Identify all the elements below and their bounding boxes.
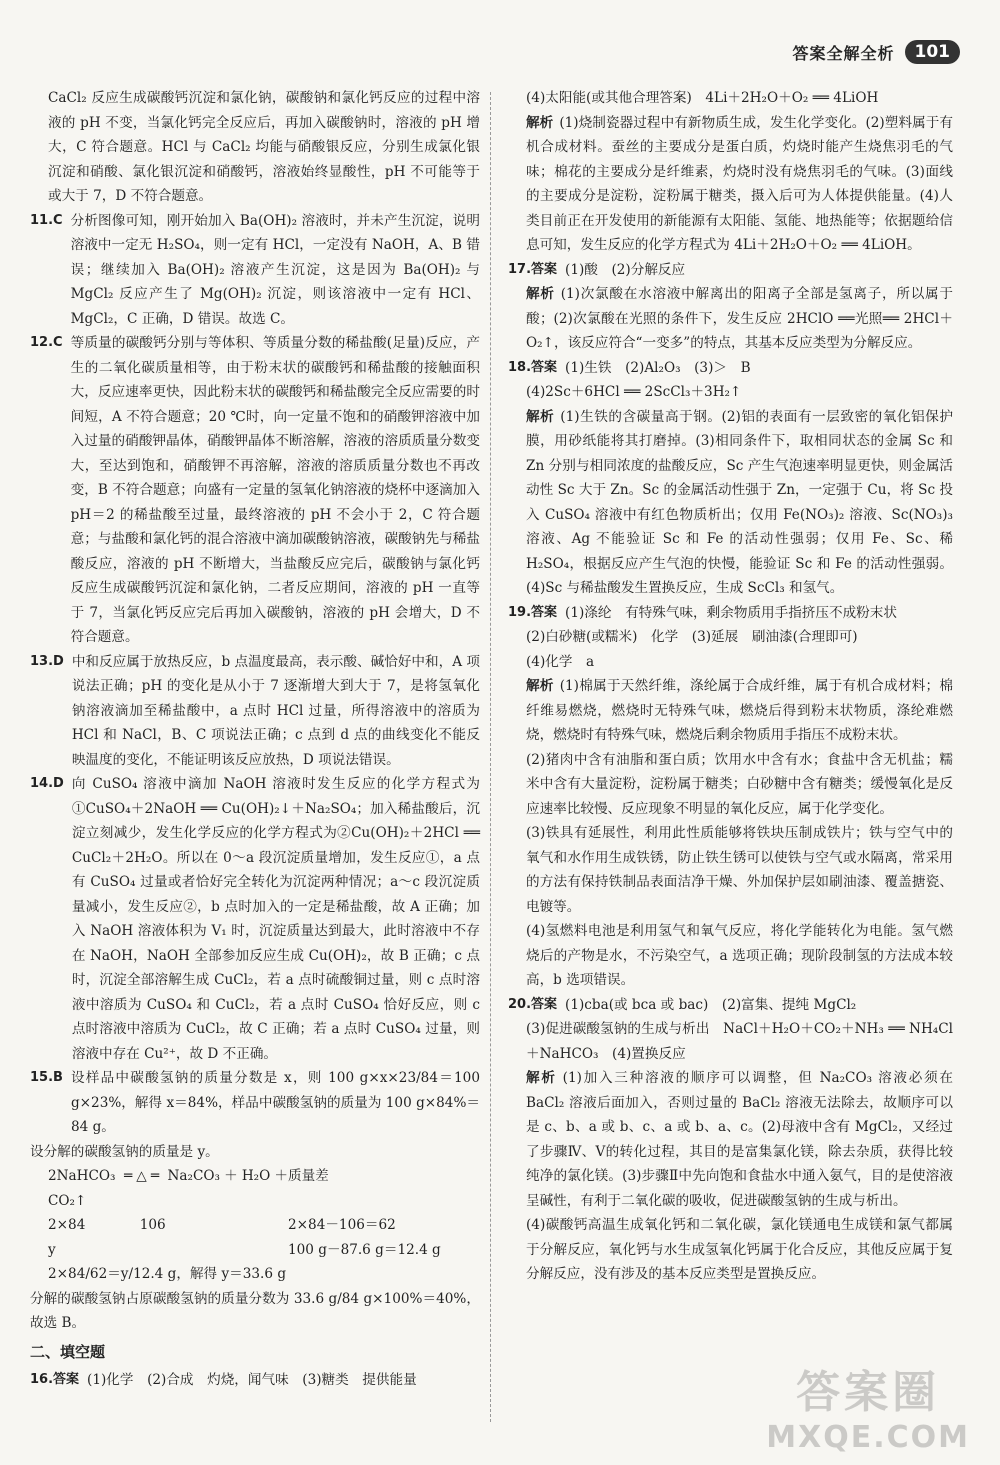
paragraph: (4)太阳能(或其他合理答案) 4Li＋2H₂O＋O₂ ══ 4LiOH — [526, 90, 879, 106]
explanation — [508, 1066, 953, 1213]
paragraph: (4)2Sc＋6HCl ══ 2ScCl₃＋3H₂↑ — [526, 384, 742, 400]
explanation-text: (1)加入三种溶液的顺序可以调整，但 Na₂CO₃ 溶液必须在 BaCl₂ 溶液后面加入，否则过量的 BaCl₂ 溶液无法除去，故顺序可以是 c、b、a 或 b、c、a 或 b、a、c。(2)母液中含有 MgCl₂，又经过了步骤Ⅳ、Ⅴ的转化过程，其目的是富集氯化镁，除去杂质，获得比较纯净的氯化镁。(3)步骤Ⅱ中先向饱和食盐水中通入氨气，目的是使溶液呈碱性，有利于二氧化碳的吸收，促进碳酸氢钠的生成与析出。 — [526, 1070, 953, 1209]
answer-text: (1)化学 (2)合成 灼烧，闻气味 (3)糖类 提供能量 — [87, 1372, 417, 1388]
explanation — [508, 111, 953, 258]
page-number: 101 — [905, 40, 961, 64]
explanation — [508, 405, 953, 601]
right-column — [508, 86, 953, 1287]
answer-text: 设样品中碳酸氢钠的质量分数是 x，则 100 g×x×23/84＝100 g×23%，解得 x＝84%，样品中碳酸氢钠的质量为 100 g×84%＝84 g。 — [70, 1070, 480, 1135]
calc-diff: 2×84－106＝62 — [288, 1217, 396, 1233]
answer-text: 分析图像可知，刚开始加入 Ba(OH)₂ 溶液时，并未产生沉淀，说明溶液中一定无 H₂SO₄，则一定有 HCl，一定没有 NaOH，A、B 错误；继续加入 Ba(OH)₂ 溶液产生沉淀，这是因为 Ba(OH)₂ 与 MgCl₂ 反应产生了 Mg(OH)₂ 沉淀，则该溶液中一定有 HCl、MgCl₂，C 正确，D 错误。故选 C。 — [70, 212, 480, 327]
explanation-label: 解析 — [526, 678, 554, 694]
watermark — [766, 1356, 970, 1455]
answer-number: 14.D — [30, 776, 64, 791]
answer-17 — [508, 258, 953, 283]
answer-16 — [30, 1368, 480, 1393]
paragraph: (4)碳酸钙高温生成氧化钙和二氧化碳，氯化镁通电生成镁和氯气都属于分解反应，氧化钙与水生成氢氧化钙属于化合反应，其他反应属于复分解反应，没有涉及的基本反应类型是置换反应。 — [526, 1217, 953, 1282]
calc-mass: 2×84 106 — [48, 1217, 166, 1233]
paragraph: (4)化学 a — [526, 653, 595, 670]
answer-text: 中和反应属于放热反应，b 点温度最高，表示酸、碱恰好中和，A 项说法正确；pH 的变化是从小于 7 逐渐增大到大于 7，是将氢氧化钠溶液滴加至稀盐酸中，a 点时 HCl 过量，所得溶液中的溶质为 HCl 和 NaCl，B、C 项说法正确；c 点到 d 点的曲线变化不能反映温度的变化，不能证明该反应放热，D 项说法错误。 — [71, 653, 480, 768]
watermark-line1: 答案圈 — [796, 1367, 941, 1418]
explanation-label: 解析 — [526, 114, 554, 131]
calc-diff-label: 质量差 — [288, 1168, 329, 1184]
answer-18 — [508, 356, 953, 381]
answer-number: 12.C — [30, 335, 63, 350]
explanation-text: (1)次氯酸在水溶液中解离出的阳离子全部是氢离子，所以属于酸；(2)次氯酸在光照的条件下，发生反应 2HClO ══光照══ 2HCl＋O₂↑，该反应符合“一变多”的特点，其基本反应类型为分解反应。 — [526, 286, 953, 351]
explanation-text: (1)生铁的含碳量高于钢。(2)铝的表面有一层致密的氧化铝保护膜，用砂纸能将其打磨掉。(3)相同条件下，取相同状态的金属 Sc 和 Zn 分别与相同浓度的盐酸反应，Sc 产生气泡速率明显更快，则金属活动性 Sc 大于 Zn。Sc 的金属活动性强于 Zn，一定强于 Cu，将 Sc 投入 CuSO₄ 溶液中有红色物质析出；仅用 Fe(NO₃)₂ 溶液、Sc(NO₃)₃ 溶液、Ag 不能验证 Sc 和 Fe 的活动性强弱；仅用 Fe、Sc、稀 H₂SO₄，根据反应产生气泡的快慢，能验证 Sc 和 Fe 的活动性强弱。(4)Sc 与稀盐酸发生置换反应，生成 ScCl₃ 和氢气。 — [526, 408, 953, 596]
explanation-text: (1)棉属于天然纤维，涤纶属于合成纤维，属于有机合成材料；棉纤维易燃烧，燃烧时无特殊气味，燃烧后得到粉末状物质，涤纶难燃烧，燃烧时有特殊气味，燃烧后剩余物质用手指压不成粉末状。 — [526, 678, 954, 743]
answer-text: (1)酸 (2)分解反应 — [565, 261, 686, 278]
answer-number: 20.答案 — [508, 996, 558, 1012]
answer-text: (1)涤纶 有特殊气味，剩余物质用手指挤压不成粉末状 — [565, 604, 897, 621]
explanation — [508, 282, 953, 356]
answer-11 — [30, 209, 480, 332]
paragraph: CaCl₂ 反应生成碳酸钙沉淀和氯化钠，碳酸钠和氯化钙反应的过程中溶液的 pH 不变，当氯化钙完全反应后，再加入碳酸钠时，溶液的 pH 增大，C 符合题意。HCl 与 CaCl₂ 均能与硝酸银反应，分别生成氯化银沉淀和硝酸、氯化银沉淀和硝酸钙，溶液始终显酸性，pH 不可能等于或大于 7，D 不符合题意。 — [48, 90, 480, 204]
paragraph: (3)促进碳酸氢钠的生成与析出 NaCl＋H₂O＋CO₂＋NH₃ ══ NH₄Cl＋NaHCO₃ (4)置换反应 — [526, 1021, 953, 1062]
watermark-line2: MXQE.COM — [766, 1420, 970, 1455]
paragraph: 分解的碳酸氢钠占原碳酸氢钠的质量分数为 33.6 g/84 g×100%＝40%，故选 B。 — [30, 1290, 480, 1331]
column-divider — [490, 92, 491, 1422]
answer-text: (1)生铁 (2)Al₂O₃ (3)＞ B — [565, 359, 751, 376]
answer-13 — [30, 650, 480, 773]
paragraph: 设分解的碳酸氢钠的质量是 y。 — [30, 1143, 219, 1160]
answer-19 — [508, 601, 953, 626]
explanation-text: (1)烧制瓷器过程中有新物质生成，发生化学变化。(2)塑料属于有机合成材料。蚕丝的主要成分是蛋白质，灼烧时能产生烧焦羽毛的气味；棉花的主要成分是纤维素，灼烧时没有烧焦羽毛的气味。(3)面线的主要成分是淀粉，淀粉属于糖类，摄入后可为人体提供能量。(4)人类目前正在开发使用的新能源有太阳能、氢能、地热能等；依据题给信息可知，发生反应的化学方程式为 4Li＋2H₂O＋O₂ ══ 4LiOH。 — [526, 114, 954, 253]
section-title: 二、填空题 — [30, 1342, 106, 1361]
explanation-label: 解析 — [526, 286, 555, 302]
answer-12 — [30, 331, 480, 650]
answer-text: (1)cba(或 bca 或 bac) (2)富集、提纯 MgCl₂ — [565, 996, 857, 1013]
answer-number: 11.C — [30, 212, 63, 228]
page-header — [792, 40, 960, 64]
paragraph: (4)氢燃料电池是利用氢气和氧气反应，将化学能转化为电能。氢气燃烧后的产物是水，不污染空气，a 选项正确；现阶段制氢的方法成本较高，b 选项错误。 — [526, 923, 953, 988]
calc-loss: 100 g－87.6 g＝12.4 g — [288, 1241, 441, 1258]
calc-ratio: 2×84/62＝y/12.4 g，解得 y＝33.6 g — [48, 1266, 287, 1282]
calc-equation: 2NaHCO₃ ═△═ Na₂CO₃＋H₂O＋CO₂↑ — [48, 1168, 288, 1209]
answer-number: 19.答案 — [508, 604, 558, 620]
calc-y: y — [48, 1241, 56, 1258]
paragraph: (3)铁具有延展性，利用此性质能够将铁块压制成铁片；铁与空气中的氧气和水作用生成铁锈，防止铁生锈可以使铁与空气或水隔离，常采用的方法有保持铁制品表面洁净干燥、外加保护层如刷油漆、覆盖搪瓷、电镀等。 — [526, 825, 953, 915]
answer-number: 16.答案 — [30, 1372, 80, 1387]
explanation-label: 解析 — [526, 408, 555, 425]
header-title: 答案全解全析 — [792, 43, 895, 63]
answer-number: 15.B — [30, 1070, 63, 1085]
calculation-block — [30, 1164, 480, 1262]
answer-text: 等质量的碳酸钙分别与等体积、等质量分数的稀盐酸(足量)反应，产生的二氧化碳质量相等，由于粉末状的碳酸钙和稀盐酸的接触面积大，反应速率更快，因此粉末状的碳酸钙和稀盐酸完全反应需要的时间短，A 不符合题意；20 ℃时，向一定量不饱和的硝酸钾溶液中加入过量的硝酸钾晶体，硝酸钾晶体不断溶解，溶液的溶质质量分数变大，至达到饱和，硝酸钾不再溶解，溶液的溶质质量分数也不再改变，B 不符合题意；向盛有一定量的氢氧化钠溶液的烧杯中逐滴加入 pH＝2 的稀盐酸至过量，最终溶液的 pH 不会小于 2，C 符合题意；与盐酸和氯化钙的混合溶液中滴加碳酸钠溶液，碳酸钠先与稀盐酸反应，溶液的 pH 不断增大，当盐酸反应完后，碳酸钠与氯化钙反应生成碳酸钙沉淀和氯化钠，二者反应期间，溶液的 pH 一直等于 7，当氯化钙反应完后再加入碳酸钠，溶液的 pH 会增大，D 不符合题意。 — [70, 335, 480, 645]
answer-number: 18.答案 — [508, 359, 558, 375]
answer-20 — [508, 993, 953, 1018]
answer-15 — [30, 1066, 480, 1140]
paragraph: (2)猪肉中含有油脂和蛋白质；饮用水中含有水；食盐中含无机盐；糯米中含有大量淀粉，淀粉属于糖类；白砂糖中含有糖类；缓慢氧化是反应速率比较慢、反应现象不明显的氧化反应，属于化学变化。 — [526, 751, 953, 817]
answer-text: 向 CuSO₄ 溶液中滴加 NaOH 溶液时发生反应的化学方程式为①CuSO₄＋2NaOH ══ Cu(OH)₂↓＋Na₂SO₄；加入稀盐酸后，沉淀立刻减少，发生化学反应的化学方程式为②Cu(OH)₂＋2HCl ══ CuCl₂＋2H₂O。所以在 0～a 段沉淀质量增加，发生反应①，a 点有 CuSO₄ 过量或者恰好完全转化为沉淀两种情况；a～c 段沉淀质量减小，发生反应②，b 点时加入的一定是稀盐酸，故 A 正确；加入 NaOH 溶液体积为 V₁ 时，沉淀质量达到最大，此时溶液中不存在 NaOH，NaOH 全部参加反应生成 Cu(OH)₂，故 B 正确；c 点时，沉淀全部溶解生成 CuCl₂，若 a 点时硫酸铜过量，则 c 点时溶液中溶质为 CuSO₄ 和 CuCl₂，若 a 点时 CuSO₄ 恰好反应，则 c 点时溶液中溶质为 CuCl₂，故 C 正确；若 a 点时 CuSO₄ 过量，则溶液中存在 Cu²⁺，故 D 不正确。 — [71, 776, 480, 1062]
explanation-label: 解析 — [526, 1070, 557, 1086]
answer-number: 17.答案 — [508, 261, 558, 277]
answer-number: 13.D — [30, 653, 64, 669]
paragraph: (2)白砂糖(或糯米) 化学 (3)延展 刷油漆(合理即可) — [526, 629, 858, 645]
answer-14 — [30, 772, 480, 1066]
explanation — [508, 674, 953, 748]
left-column — [30, 86, 480, 1393]
